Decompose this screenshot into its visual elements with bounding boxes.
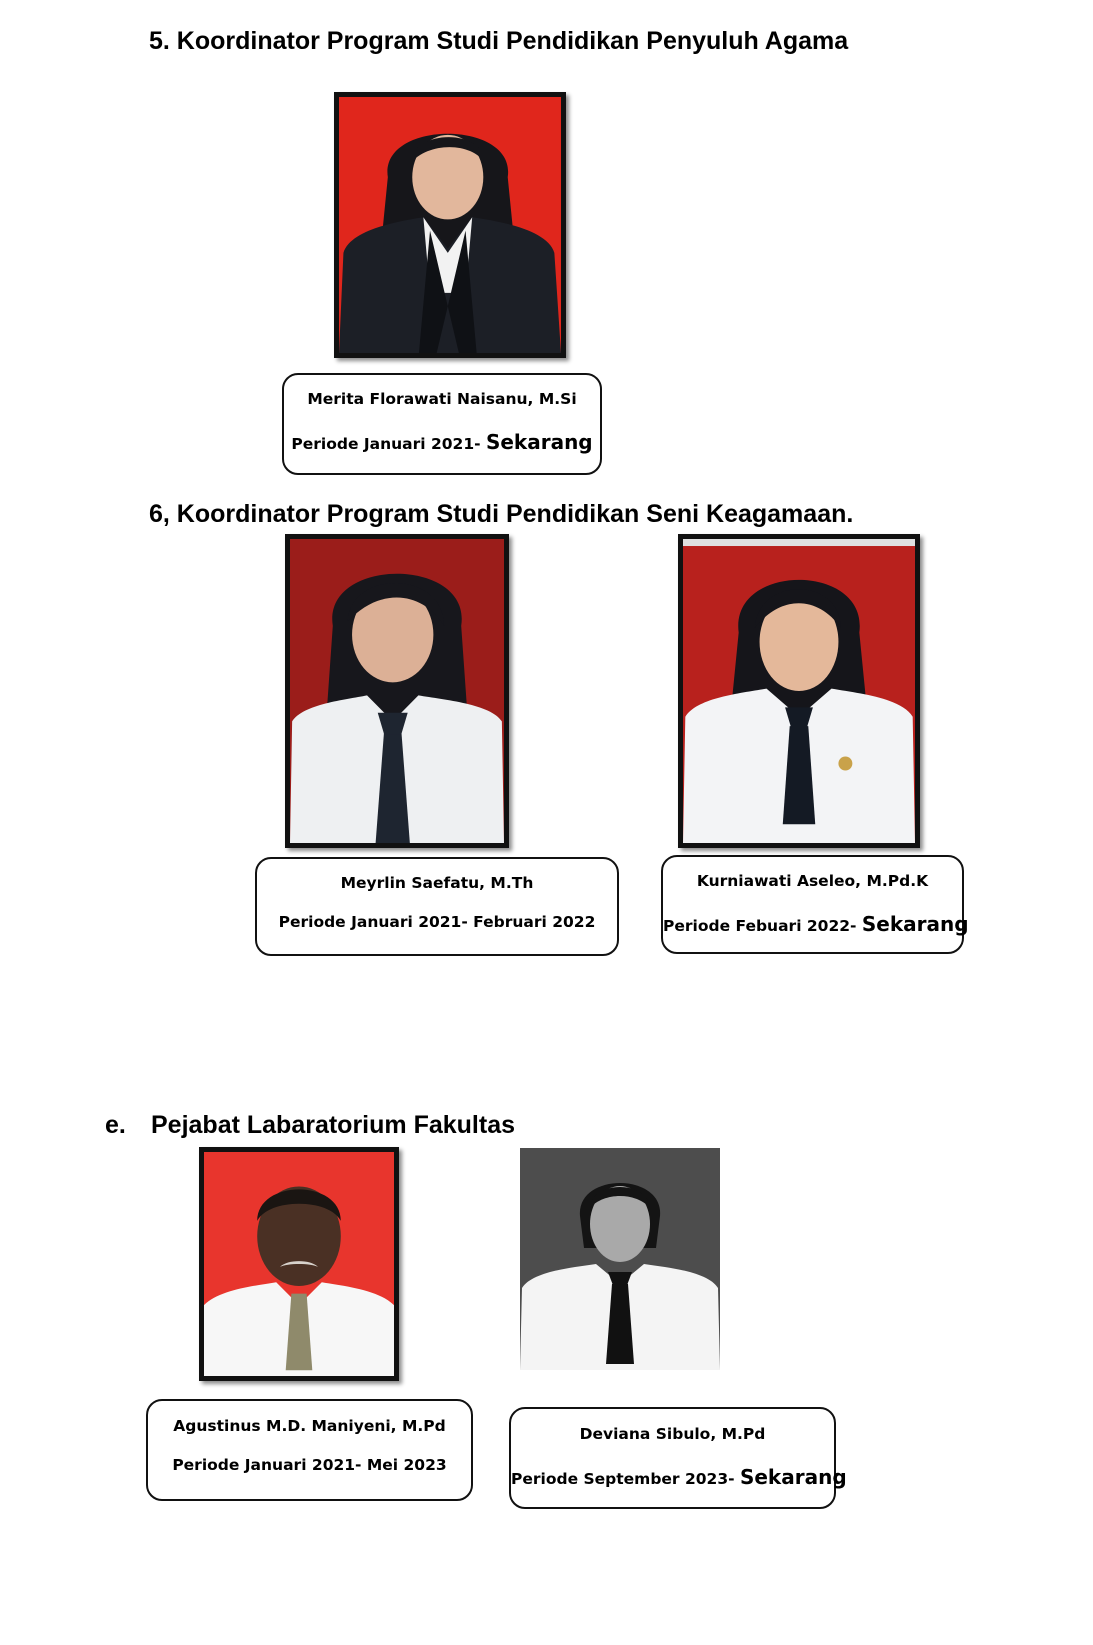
photo-kurniawati <box>678 534 920 848</box>
card-kurniawati <box>661 855 969 954</box>
period-text: Periode September 2023- <box>511 1470 740 1488</box>
photo-agustinus <box>199 1147 399 1381</box>
person-period <box>257 913 617 931</box>
photo-meyrlin <box>285 534 509 848</box>
person-name: Kurniawati Aseleo, M.Pd.K <box>696 872 929 890</box>
person-period <box>284 430 600 454</box>
person-name: Deviana Sibulo, M.Pd <box>579 1425 766 1443</box>
section-e-heading <box>105 1111 515 1140</box>
period-highlight: Sekarang <box>485 430 593 454</box>
period-text: Periode Januari 2021- Februari 2022 <box>278 913 596 931</box>
person-period <box>148 1456 471 1474</box>
section-5-heading: 5. Koordinator Program Studi Pendidikan Penyuluh Agama <box>149 27 849 55</box>
person-period <box>663 912 969 936</box>
person-name: Agustinus M.D. Maniyeni, M.Pd <box>173 1417 446 1435</box>
section-title: Pejabat Labaratorium Fakultas <box>151 1111 516 1139</box>
card-merita <box>282 373 602 475</box>
period-text: Periode Januari 2021- Mei 2023 <box>172 1456 447 1474</box>
section-6-heading: 6, Koordinator Program Studi Pendidikan Seni Keagamaan. <box>149 500 854 528</box>
photo-merita <box>334 92 566 358</box>
photo-deviana <box>520 1148 720 1370</box>
period-text: Periode Januari 2021- <box>291 435 486 453</box>
period-highlight: Sekarang <box>739 1465 847 1489</box>
person-period <box>511 1465 847 1489</box>
period-text: Periode Febuari 2022- <box>663 917 862 935</box>
section-letter: e. <box>105 1111 126 1139</box>
person-name: Meyrlin Saefatu, M.Th <box>340 874 534 892</box>
card-deviana <box>509 1407 847 1509</box>
person-name: Merita Florawati Naisanu, M.Si <box>307 390 577 408</box>
card-agustinus <box>146 1399 473 1501</box>
period-highlight: Sekarang <box>861 912 969 936</box>
card-meyrlin <box>255 857 619 956</box>
